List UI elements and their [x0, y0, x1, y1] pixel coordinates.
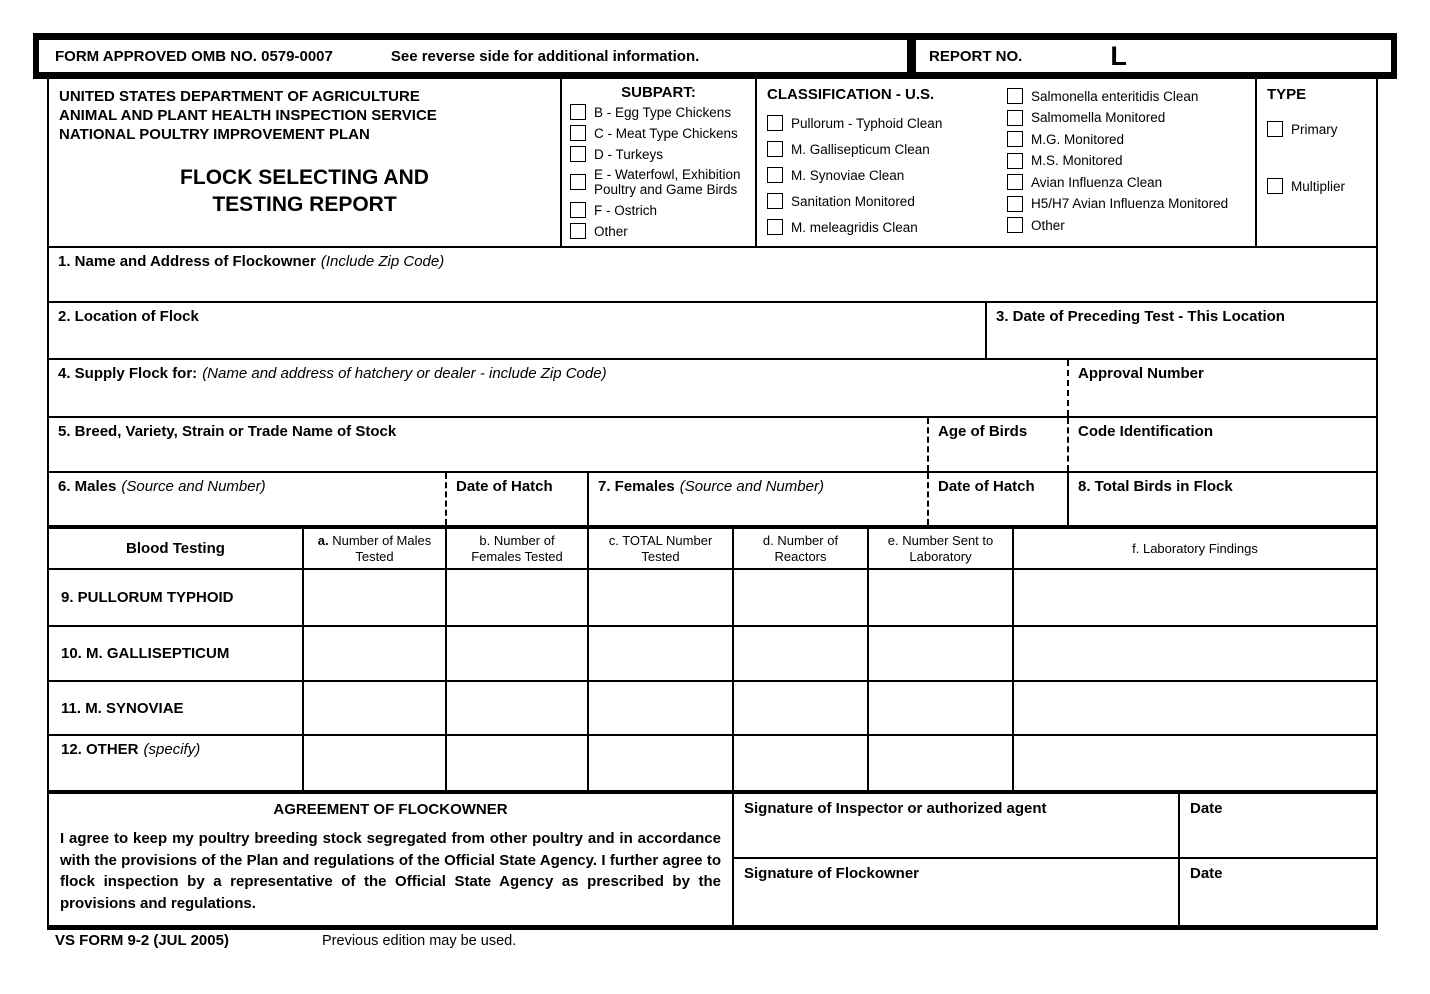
report-no-box[interactable]	[916, 40, 1391, 72]
flockowner-signature-label: Signature of Flockowner	[744, 865, 920, 882]
field-7-label: 7. Females	[598, 478, 675, 495]
col-b-label: Number of Females Tested	[471, 532, 563, 564]
blood-cell-12e[interactable]	[867, 736, 1012, 790]
field-code-identification[interactable]	[1067, 418, 1376, 471]
type-primary-checkbox[interactable]	[1267, 121, 1283, 137]
classification-other-checkbox[interactable]	[1007, 217, 1023, 233]
classification-option	[1007, 217, 1252, 233]
col-total-tested-header	[587, 529, 732, 568]
m-meleagridis-clean-label: M. meleagridis Clean	[791, 219, 918, 235]
row-9-label: 9. PULLORUM TYPHOID	[61, 589, 234, 606]
blood-cell-12f[interactable]	[1012, 736, 1376, 790]
subpart-section	[560, 79, 755, 246]
field-1-label: 1. Name and Address of Flockowner	[58, 253, 316, 270]
agreement-title: AGREEMENT OF FLOCKOWNER	[273, 801, 508, 818]
age-of-birds-label: Age of Birds	[938, 423, 1028, 440]
field-7-hint: (Source and Number)	[679, 478, 824, 495]
field-4-hint: (Name and address of hatchery or dealer - include Zip Code)	[202, 365, 607, 382]
type-section	[1255, 79, 1376, 246]
inspector-signature-row	[734, 794, 1376, 859]
inspector-signature-label: Signature of Inspector or authorized agent	[744, 800, 1047, 817]
subpart-option	[570, 125, 751, 141]
salmonella-monitored-checkbox[interactable]	[1007, 110, 1023, 126]
blood-cell-10c[interactable]	[587, 627, 732, 680]
report-no-label: REPORT NO.	[929, 47, 1023, 65]
avian-influenza-clean-label: Avian Influenza Clean	[1031, 174, 1163, 190]
field-6-males[interactable]	[49, 473, 445, 525]
top-rule	[33, 33, 1397, 40]
classification-option	[1007, 174, 1252, 190]
field-females-date-of-hatch[interactable]	[927, 473, 1067, 525]
field-3-preceding-test-date[interactable]	[985, 303, 1376, 358]
flockowner-signature-row	[734, 859, 1376, 925]
inspector-date-field[interactable]	[1178, 794, 1376, 857]
type-multiplier-checkbox[interactable]	[1267, 178, 1283, 194]
blood-testing-corner: Blood Testing	[126, 539, 225, 557]
row-11-label-cell	[49, 682, 302, 734]
field-8-total-birds[interactable]	[1067, 473, 1376, 525]
date-of-hatch-label: Date of Hatch	[938, 478, 1035, 495]
classification-section	[755, 79, 1255, 246]
bottom-section	[49, 790, 1376, 925]
date-of-hatch-label: Date of Hatch	[456, 478, 553, 495]
row-breed	[49, 418, 1376, 473]
blood-cell-9c[interactable]	[587, 570, 732, 625]
classification-option	[1007, 88, 1252, 104]
field-8-label: 8. Total Birds in Flock	[1078, 478, 1233, 495]
avian-influenza-clean-checkbox[interactable]	[1007, 174, 1023, 190]
inspector-date-label: Date	[1190, 800, 1223, 817]
mg-monitored-checkbox[interactable]	[1007, 131, 1023, 147]
field-1-name-address[interactable]	[49, 248, 1376, 301]
type-multiplier-label: Multiplier	[1291, 178, 1346, 194]
field-approval-number[interactable]	[1067, 360, 1376, 416]
signature-block	[732, 794, 1376, 925]
blood-cell-9e[interactable]	[867, 570, 1012, 625]
type-primary-label: Primary	[1291, 121, 1338, 137]
classification-option	[767, 219, 1002, 235]
subpart-title: SUBPART:	[621, 84, 696, 101]
classification-option	[1007, 153, 1252, 169]
form-title: FLOCK SELECTING AND TESTING REPORT	[180, 166, 429, 216]
col-a-prefix: a.	[317, 532, 329, 548]
blood-cell-10d[interactable]	[732, 627, 867, 680]
classification-col2	[1007, 88, 1252, 239]
table-row-other	[49, 736, 1376, 790]
approval-divider	[907, 40, 916, 72]
subpart-f-checkbox[interactable]	[570, 202, 586, 218]
agreement-text: I agree to keep my poultry breeding stock segregated from other poultry and in accordance with the provisions of the Plan and regulations of the Official State Agency. I further agree to flock inspection by a representative of the Official State Agency as prescribed by the provisions and regulations.	[60, 830, 721, 912]
subpart-option	[570, 146, 751, 162]
subpart-option	[570, 167, 751, 197]
flockowner-date-label: Date	[1190, 865, 1223, 882]
inspector-signature-field[interactable]	[734, 794, 1178, 857]
agency-line-3: NATIONAL POULTRY IMPROVEMENT PLAN	[59, 126, 370, 143]
table-row-pullorum-typhoid	[49, 570, 1376, 627]
ms-monitored-checkbox[interactable]	[1007, 153, 1023, 169]
blood-testing-header	[49, 528, 1376, 570]
pullorum-typhoid-clean-checkbox[interactable]	[767, 115, 783, 131]
classification-option	[767, 167, 1002, 183]
col-c-prefix: c.	[608, 532, 619, 548]
agreement-block	[49, 794, 732, 925]
blood-cell-12b[interactable]	[445, 736, 587, 790]
row-12-hint: (specify)	[143, 741, 201, 758]
field-age-of-birds[interactable]	[927, 418, 1067, 471]
field-6-label: 6. Males	[58, 478, 117, 495]
field-4-label: 4. Supply Flock for:	[58, 365, 198, 382]
subpart-option	[570, 202, 751, 218]
classification-option	[1007, 110, 1252, 126]
blood-cell-12d[interactable]	[732, 736, 867, 790]
subpart-d-checkbox[interactable]	[570, 146, 586, 162]
m-gallisepticum-clean-checkbox[interactable]	[767, 141, 783, 157]
col-f-label: Laboratory Findings	[1139, 540, 1258, 556]
sanitation-monitored-label: Sanitation Monitored	[791, 193, 915, 209]
blood-cell-10a[interactable]	[302, 627, 445, 680]
blood-cell-9b[interactable]	[445, 570, 587, 625]
classification-option	[1007, 196, 1252, 212]
type-option	[1267, 178, 1345, 194]
subpart-b-label: B - Egg Type Chickens	[594, 104, 732, 120]
field-4-supply-flock[interactable]	[49, 360, 1067, 416]
row-males-females	[49, 473, 1376, 528]
field-7-females[interactable]	[587, 473, 927, 525]
blood-cell-12c[interactable]	[587, 736, 732, 790]
classification-other-label: Other	[1031, 217, 1065, 233]
sanitation-monitored-checkbox[interactable]	[767, 193, 783, 209]
h5h7-avian-influenza-monitored-checkbox[interactable]	[1007, 196, 1023, 212]
col-d-prefix: d.	[762, 532, 774, 548]
blood-cell-11f[interactable]	[1012, 682, 1376, 734]
col-males-tested-header	[302, 529, 445, 568]
footer-form-number: VS FORM 9-2 (JUL 2005)	[55, 932, 229, 949]
salmonella-monitored-label: Salmomella Monitored	[1031, 110, 1166, 125]
col-lab-findings-header	[1012, 529, 1376, 568]
table-row-m-gallisepticum	[49, 627, 1376, 682]
type-option	[1267, 121, 1338, 137]
col-sent-to-lab-header	[867, 529, 1012, 568]
col-c-label: TOTAL Number Tested	[618, 532, 713, 564]
flockowner-signature-field[interactable]	[734, 859, 1178, 925]
form-body	[47, 79, 1378, 925]
blood-cell-11a[interactable]	[302, 682, 445, 734]
classification-col1	[767, 115, 1002, 245]
row-11-label: 11. M. SYNOVIAE	[61, 699, 184, 717]
table-row-m-synoviae	[49, 682, 1376, 736]
code-identification-label: Code Identification	[1078, 423, 1213, 440]
field-3-label: 3. Date of Preceding Test - This Location	[996, 308, 1285, 325]
m-synoviae-clean-label: M. Synoviae Clean	[791, 167, 905, 183]
blood-cell-11c[interactable]	[587, 682, 732, 734]
col-b-prefix: b.	[479, 532, 491, 548]
classification-option	[767, 141, 1002, 157]
classification-option	[1007, 131, 1252, 147]
approval-strip	[33, 40, 1397, 72]
col-f-prefix: f.	[1132, 540, 1140, 556]
pullorum-typhoid-clean-label: Pullorum - Typhoid Clean	[791, 115, 943, 131]
blood-cell-10b[interactable]	[445, 627, 587, 680]
row-9-label-cell	[49, 570, 302, 625]
row-flockowner	[49, 248, 1376, 303]
approval-number-label: Approval Number	[1078, 365, 1204, 382]
form-header	[49, 79, 1376, 248]
salmonella-enteritidis-clean-checkbox[interactable]	[1007, 88, 1023, 104]
footer-note: Previous edition may be used.	[322, 933, 517, 949]
m-gallisepticum-clean-label: M. Gallisepticum Clean	[791, 141, 930, 157]
col-e-prefix: e.	[887, 532, 899, 548]
m-synoviae-clean-checkbox[interactable]	[767, 167, 783, 183]
subpart-e-checkbox[interactable]	[570, 174, 586, 190]
approval-strip-left	[39, 40, 907, 72]
blood-cell-12a[interactable]	[302, 736, 445, 790]
blood-cell-11b[interactable]	[445, 682, 587, 734]
col-reactors-header	[732, 529, 867, 568]
row-10-label: 10. M. GALLISEPTICUM	[61, 645, 230, 662]
row-12-label: 12. OTHER	[61, 741, 139, 758]
col-a-label: Number of Males Tested	[328, 532, 432, 564]
subpart-other-checkbox[interactable]	[570, 223, 586, 239]
subpart-option	[570, 223, 751, 239]
salmonella-enteritidis-clean-label: Salmonella enteritidis Clean	[1031, 88, 1199, 104]
agency-line-1: UNITED STATES DEPARTMENT OF AGRICULTURE	[59, 88, 420, 105]
classification-title: CLASSIFICATION - U.S.	[767, 86, 935, 103]
classification-option	[767, 115, 1002, 131]
blood-cell-9d[interactable]	[732, 570, 867, 625]
subpart-c-label: C - Meat Type Chickens	[594, 125, 738, 141]
row-12-label-cell	[49, 736, 302, 790]
m-meleagridis-clean-checkbox[interactable]	[767, 219, 783, 235]
field-2-label: 2. Location of Flock	[58, 308, 199, 325]
ms-monitored-label: M.S. Monitored	[1031, 153, 1123, 168]
mg-monitored-label: M.G. Monitored	[1031, 131, 1125, 147]
row-10-label-cell	[49, 627, 302, 680]
subpart-f-label: F - Ostrich	[594, 202, 657, 218]
agency-line-2: ANIMAL AND PLANT HEALTH INSPECTION SERVICE	[59, 107, 437, 124]
subpart-b-checkbox[interactable]	[570, 104, 586, 120]
subpart-c-checkbox[interactable]	[570, 125, 586, 141]
row-supply-flock	[49, 360, 1376, 418]
field-5-label: 5. Breed, Variety, Strain or Trade Name of Stock	[58, 423, 397, 440]
blood-cell-9a[interactable]	[302, 570, 445, 625]
report-no-value[interactable]: L	[1110, 40, 1127, 71]
classification-option	[767, 193, 1002, 209]
subpart-other-label: Other	[594, 223, 628, 239]
field-6-hint: (Source and Number)	[121, 478, 266, 495]
subpart-e-label: E - Waterfowl, Exhibition Poultry and Game Birds	[594, 167, 741, 197]
flockowner-date-field[interactable]	[1178, 859, 1376, 925]
reverse-side-note: See reverse side for additional information.	[390, 47, 700, 65]
field-males-date-of-hatch[interactable]	[445, 473, 587, 525]
bottom-rule	[47, 925, 1378, 930]
h5h7-avian-influenza-monitored-label: H5/H7 Avian Influenza Monitored	[1031, 196, 1229, 211]
omb-approval-text: FORM APPROVED OMB NO. 0579-0007	[55, 47, 333, 65]
field-2-location[interactable]	[49, 303, 985, 358]
approval-bottom-rule	[33, 72, 1397, 79]
col-e-label: Number Sent to Laboratory	[898, 532, 994, 564]
blood-cell-10f[interactable]	[1012, 627, 1376, 680]
subpart-option	[570, 104, 751, 120]
blood-cell-10e[interactable]	[867, 627, 1012, 680]
blood-cell-11d[interactable]	[732, 682, 867, 734]
blood-cell-9f[interactable]	[1012, 570, 1376, 625]
agency-block	[49, 79, 560, 246]
field-5-breed[interactable]	[49, 418, 927, 471]
subpart-d-label: D - Turkeys	[594, 146, 664, 162]
field-1-hint: (Include Zip Code)	[320, 253, 445, 270]
row-location	[49, 303, 1376, 360]
blood-cell-11e[interactable]	[867, 682, 1012, 734]
col-d-label: Number of Reactors	[773, 532, 839, 564]
col-females-tested-header	[445, 529, 587, 568]
type-title: TYPE	[1267, 86, 1307, 103]
